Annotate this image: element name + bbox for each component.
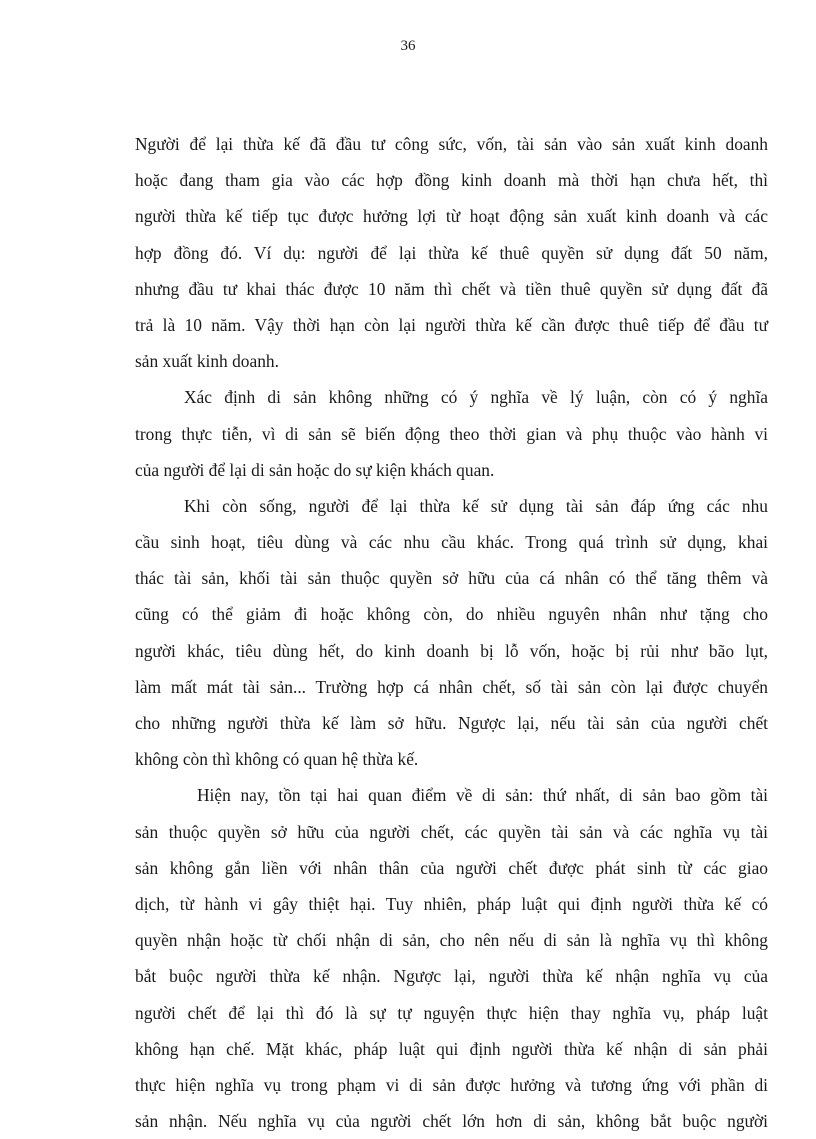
paragraph-1-line-7: sản xuất kinh doanh. bbox=[135, 351, 279, 372]
paragraph-4-line-4: dịch, từ hành vi gây thiệt hại. Tuy nhiên, pháp luật qui định người thừa kế có bbox=[135, 893, 768, 914]
paragraph-4-line-7: người chết để lại thì đó là sự tự nguyện thực hiện thay nghĩa vụ, pháp luật bbox=[135, 1002, 768, 1023]
paragraph-4-line-6: bắt buộc người thừa kế nhận. Ngược lại, người thừa kế nhận nghĩa vụ của bbox=[135, 966, 768, 987]
paragraph-1-line-4: hợp đồng đó. Ví dụ: người để lại thừa kế thuê quyền sử dụng đất 50 năm, bbox=[135, 242, 768, 263]
paragraph-2-line-1: Xác định di sản không những có ý nghĩa về lý luận, còn có ý nghĩa bbox=[184, 387, 768, 408]
paragraph-4-line-2: sản thuộc quyền sở hữu của người chết, các quyền tài sản và các nghĩa vụ tài bbox=[135, 821, 768, 842]
paragraph-3-line-2: cầu sinh hoạt, tiêu dùng và các nhu cầu khác. Trong quá trình sử dụng, khai bbox=[135, 532, 768, 553]
page-number: 36 bbox=[400, 38, 416, 54]
paragraph-2-line-2: trong thực tiễn, vì di sản sẽ biến động theo thời gian và phụ thuộc vào hành vi bbox=[135, 423, 768, 444]
paragraph-3-line-1: Khi còn sống, người để lại thừa kế sử dụng tài sản đáp ứng các nhu bbox=[184, 495, 768, 516]
paragraph-2-line-3: của người để lại di sản hoặc do sự kiện khách quan. bbox=[135, 459, 495, 480]
paragraph-3-line-7: cho những người thừa kế làm sở hữu. Ngược lại, nếu tài sản của người chết bbox=[135, 713, 768, 733]
paragraph-3-line-3: thác tài sản, khối tài sản thuộc quyền sở hữu của cá nhân có thể tăng thêm và bbox=[135, 568, 768, 589]
paragraph-1-line-2: hoặc đang tham gia vào các hợp đồng kinh doanh mà thời hạn chưa hết, thì bbox=[135, 170, 768, 191]
paragraph-3-line-6: làm mất mát tài sản... Trường hợp cá nhân chết, số tài sản còn lại được chuyển bbox=[135, 676, 768, 697]
paragraph-1-line-5: nhưng đầu tư khai thác được 10 năm thì chết và tiền thuê quyền sử dụng đất đã bbox=[135, 278, 768, 299]
paragraph-4-line-1: Hiện nay, tồn tại hai quan điểm về di sản: thứ nhất, di sản bao gồm tài bbox=[197, 785, 768, 806]
paragraph-3-line-8: không còn thì không có quan hệ thừa kế. bbox=[135, 749, 419, 770]
document-body bbox=[135, 126, 768, 1139]
paragraph-3-line-5: người khác, tiêu dùng hết, do kinh doanh bị lỗ vốn, hoặc bị rủi như bão lụt, bbox=[135, 640, 768, 661]
paragraph-4-line-10: sản nhận. Nếu nghĩa vụ của người chết lớn hơn di sản, không bắt buộc người bbox=[135, 1111, 768, 1132]
paragraph-4-line-8: không hạn chế. Mặt khác, pháp luật qui định người thừa kế nhận di sản phải bbox=[135, 1038, 768, 1059]
paragraph-4-line-3: sản không gắn liền với nhân thân của người chết được phát sinh từ các giao bbox=[135, 857, 768, 878]
paragraph-1-line-3: người thừa kế tiếp tục được hưởng lợi từ hoạt động sản xuất kinh doanh và các bbox=[135, 206, 768, 227]
paragraph-4-line-9: thực hiện nghĩa vụ trong phạm vi di sản được hưởng và tương ứng với phần di bbox=[135, 1074, 768, 1095]
paragraph-1-line-1: Người để lại thừa kế đã đầu tư công sức, vốn, tài sản vào sản xuất kinh doanh bbox=[135, 134, 768, 154]
paragraph-4-line-5: quyền nhận hoặc từ chối nhận di sản, cho nên nếu di sản là nghĩa vụ thì không bbox=[135, 930, 768, 951]
paragraph-3-line-4: cũng có thể giảm đi hoặc không còn, do nhiều nguyên nhân như tặng cho bbox=[135, 604, 768, 625]
paragraph-1-line-6: trả là 10 năm. Vậy thời hạn còn lại người thừa kế cần được thuê tiếp để đầu tư bbox=[135, 314, 768, 335]
